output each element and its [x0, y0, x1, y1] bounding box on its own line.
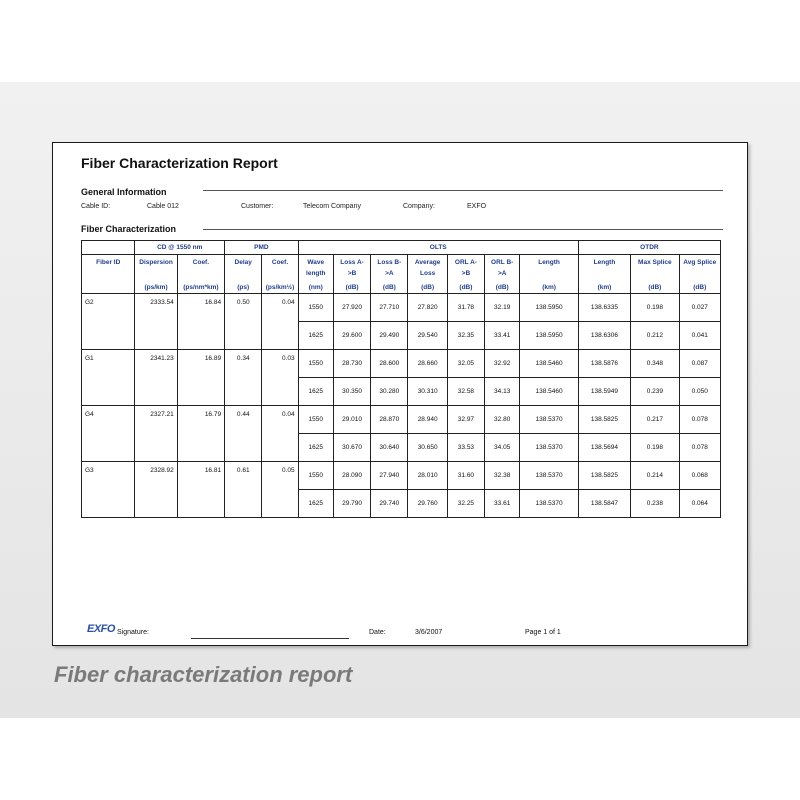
table-cell: 32.97 [447, 406, 484, 434]
table-cell: 32.25 [447, 490, 484, 518]
cable-id-value: Cable 012 [147, 203, 179, 210]
customer-value: Telecom Company [303, 203, 361, 210]
dispersion-cell: 2328.92 [135, 462, 177, 518]
table-cell: 30.310 [408, 378, 447, 406]
table-cell: 30.670 [333, 434, 370, 462]
table-cell: 32.05 [447, 350, 484, 378]
company-label: Company: [403, 203, 435, 210]
table-cell: 138.5460 [520, 378, 578, 406]
column-header: Length [520, 255, 578, 282]
table-cell: 138.5876 [578, 350, 630, 378]
table-cell: 138.5460 [520, 350, 578, 378]
table-cell: 1625 [298, 322, 333, 350]
column-header: Delay [225, 255, 262, 282]
date-label: Date: [369, 629, 386, 636]
table-cell: 0.087 [679, 350, 720, 378]
table-cell: 1550 [298, 406, 333, 434]
table-cell: 29.490 [371, 322, 408, 350]
dispersion-cell: 2341.23 [135, 350, 177, 406]
table-cell: 138.5950 [520, 322, 578, 350]
table-cell: 32.80 [485, 406, 520, 434]
table-cell: 0.078 [679, 406, 720, 434]
fiber-id-cell: G1 [82, 350, 135, 406]
table-cell: 31.60 [447, 462, 484, 490]
table-cell: 138.5825 [578, 406, 630, 434]
fiber-id-cell: G3 [82, 462, 135, 518]
table-row [82, 462, 721, 490]
column-unit-header: (ps/km½) [262, 281, 298, 294]
fiber-characterization-rule [203, 229, 723, 230]
column-header: Average Loss [408, 255, 447, 282]
otdr-group-header: OTDR [578, 241, 720, 255]
table-cell: 1625 [298, 378, 333, 406]
column-unit-header: (dB) [333, 281, 370, 294]
table-cell: 28.660 [408, 350, 447, 378]
table-cell: 32.92 [485, 350, 520, 378]
delay-cell: 0.50 [225, 294, 262, 350]
table-cell: 30.350 [333, 378, 370, 406]
column-unit-header: (dB) [408, 281, 447, 294]
cd-coef-cell: 16.81 [177, 462, 224, 518]
cd-coef-cell: 16.79 [177, 406, 224, 462]
column-header: Length [578, 255, 630, 282]
fiber-id-cell: G4 [82, 406, 135, 462]
table-cell: 138.5370 [520, 406, 578, 434]
column-unit-header: (ps/km) [135, 281, 177, 294]
table-cell: 30.280 [371, 378, 408, 406]
table-cell: 138.5370 [520, 490, 578, 518]
table-cell: 29.740 [371, 490, 408, 518]
table-cell: 30.640 [371, 434, 408, 462]
table-cell: 29.760 [408, 490, 447, 518]
table-cell: 138.6306 [578, 322, 630, 350]
table-cell: 33.53 [447, 434, 484, 462]
fiber-id-cell: G2 [82, 294, 135, 350]
table-cell: 0.217 [631, 406, 679, 434]
table-cell: 29.790 [333, 490, 370, 518]
column-unit-header: (dB) [485, 281, 520, 294]
company-value: EXFO [467, 203, 487, 210]
table-cell: 138.6335 [578, 294, 630, 322]
report-sheet [52, 142, 748, 646]
table-cell: 34.05 [485, 434, 520, 462]
column-header: Wave length [298, 255, 333, 282]
report-title: Fiber Characterization Report [81, 155, 278, 171]
column-unit-header: (dB) [371, 281, 408, 294]
table-cell: 31.78 [447, 294, 484, 322]
column-unit-header [82, 281, 135, 294]
column-unit-header: (ps) [225, 281, 262, 294]
customer-label: Customer: [241, 203, 274, 210]
column-header: Avg Splice [679, 255, 720, 282]
table-cell: 30.650 [408, 434, 447, 462]
column-unit-header: (dB) [679, 281, 720, 294]
column-unit-header: (dB) [631, 281, 679, 294]
table-cell: 138.5950 [520, 294, 578, 322]
table-row [82, 294, 721, 322]
olts-group-header: OLTS [298, 241, 578, 255]
fiber-characterization-heading: Fiber Characterization [81, 224, 177, 234]
figure-caption: Fiber characterization report [54, 662, 353, 687]
table-cell: 28.940 [408, 406, 447, 434]
blank-header-cell [82, 241, 135, 255]
table-cell: 138.5694 [578, 434, 630, 462]
table-cell: 32.38 [485, 462, 520, 490]
cd-group-header: CD @ 1550 nm [135, 241, 225, 255]
table-cell: 1550 [298, 350, 333, 378]
column-header: Max Splice [631, 255, 679, 282]
column-unit-header: (dB) [447, 281, 484, 294]
column-header: ORL B->A [485, 255, 520, 282]
table-cell: 138.5847 [578, 490, 630, 518]
table-row [82, 406, 721, 434]
pmd-coef-cell: 0.05 [262, 462, 298, 518]
table-cell: 27.820 [408, 294, 447, 322]
table-cell: 1550 [298, 294, 333, 322]
table-cell: 28.010 [408, 462, 447, 490]
page-number: Page 1 of 1 [525, 629, 561, 636]
column-header: Loss A->B [333, 255, 370, 282]
column-unit-header: (km) [520, 281, 578, 294]
table-cell: 29.010 [333, 406, 370, 434]
signature-line [191, 638, 349, 639]
table-cell: 33.61 [485, 490, 520, 518]
table-cell: 27.920 [333, 294, 370, 322]
table-cell: 0.238 [631, 490, 679, 518]
table-cell: 1625 [298, 434, 333, 462]
table-cell: 138.5825 [578, 462, 630, 490]
table-cell: 0.239 [631, 378, 679, 406]
cable-id-label: Cable ID: [81, 203, 111, 210]
table-cell: 29.600 [333, 322, 370, 350]
characterization-table [81, 240, 721, 518]
exfo-logo: EXFO [87, 623, 115, 635]
table-cell: 0.027 [679, 294, 720, 322]
pmd-group-header: PMD [225, 241, 299, 255]
table-cell: 28.730 [333, 350, 370, 378]
table-cell: 1550 [298, 462, 333, 490]
table-cell: 27.710 [371, 294, 408, 322]
table-row [82, 350, 721, 378]
pmd-coef-cell: 0.03 [262, 350, 298, 406]
table-cell: 0.198 [631, 294, 679, 322]
table-cell: 0.064 [679, 490, 720, 518]
table-cell: 27.940 [371, 462, 408, 490]
table-cell: 138.5949 [578, 378, 630, 406]
column-header: Dispersion [135, 255, 177, 282]
pmd-coef-cell: 0.04 [262, 294, 298, 350]
column-unit-header: (ps/nm*km) [177, 281, 224, 294]
table-cell: 0.348 [631, 350, 679, 378]
delay-cell: 0.61 [225, 462, 262, 518]
dispersion-cell: 2333.54 [135, 294, 177, 350]
table-cell: 0.214 [631, 462, 679, 490]
table-cell: 32.19 [485, 294, 520, 322]
table-cell: 138.5370 [520, 462, 578, 490]
dispersion-cell: 2327.21 [135, 406, 177, 462]
table-cell: 32.58 [447, 378, 484, 406]
table-cell: 0.041 [679, 322, 720, 350]
column-header: Coef. [177, 255, 224, 282]
cd-coef-cell: 16.84 [177, 294, 224, 350]
delay-cell: 0.44 [225, 406, 262, 462]
column-unit-header: (nm) [298, 281, 333, 294]
table-cell: 0.078 [679, 434, 720, 462]
pmd-coef-cell: 0.04 [262, 406, 298, 462]
table-cell: 29.540 [408, 322, 447, 350]
cd-coef-cell: 16.89 [177, 350, 224, 406]
general-info-heading: General Information [81, 187, 167, 197]
table-cell: 0.212 [631, 322, 679, 350]
table-cell: 0.198 [631, 434, 679, 462]
column-header: Loss B->A [371, 255, 408, 282]
table-cell: 33.41 [485, 322, 520, 350]
column-unit-header: (km) [578, 281, 630, 294]
date-value: 3/6/2007 [415, 629, 443, 636]
general-info-rule [203, 190, 723, 191]
table-cell: 32.35 [447, 322, 484, 350]
table-cell: 28.090 [333, 462, 370, 490]
column-header: Coef. [262, 255, 298, 282]
table-cell: 28.870 [371, 406, 408, 434]
table-cell: 34.13 [485, 378, 520, 406]
delay-cell: 0.34 [225, 350, 262, 406]
table-cell: 1625 [298, 490, 333, 518]
signature-label: Signature: [117, 629, 149, 636]
column-header: Fiber ID [82, 255, 135, 282]
table-cell: 0.050 [679, 378, 720, 406]
table-cell: 138.5370 [520, 434, 578, 462]
table-cell: 0.068 [679, 462, 720, 490]
table-cell: 28.600 [371, 350, 408, 378]
column-header: ORL A->B [447, 255, 484, 282]
